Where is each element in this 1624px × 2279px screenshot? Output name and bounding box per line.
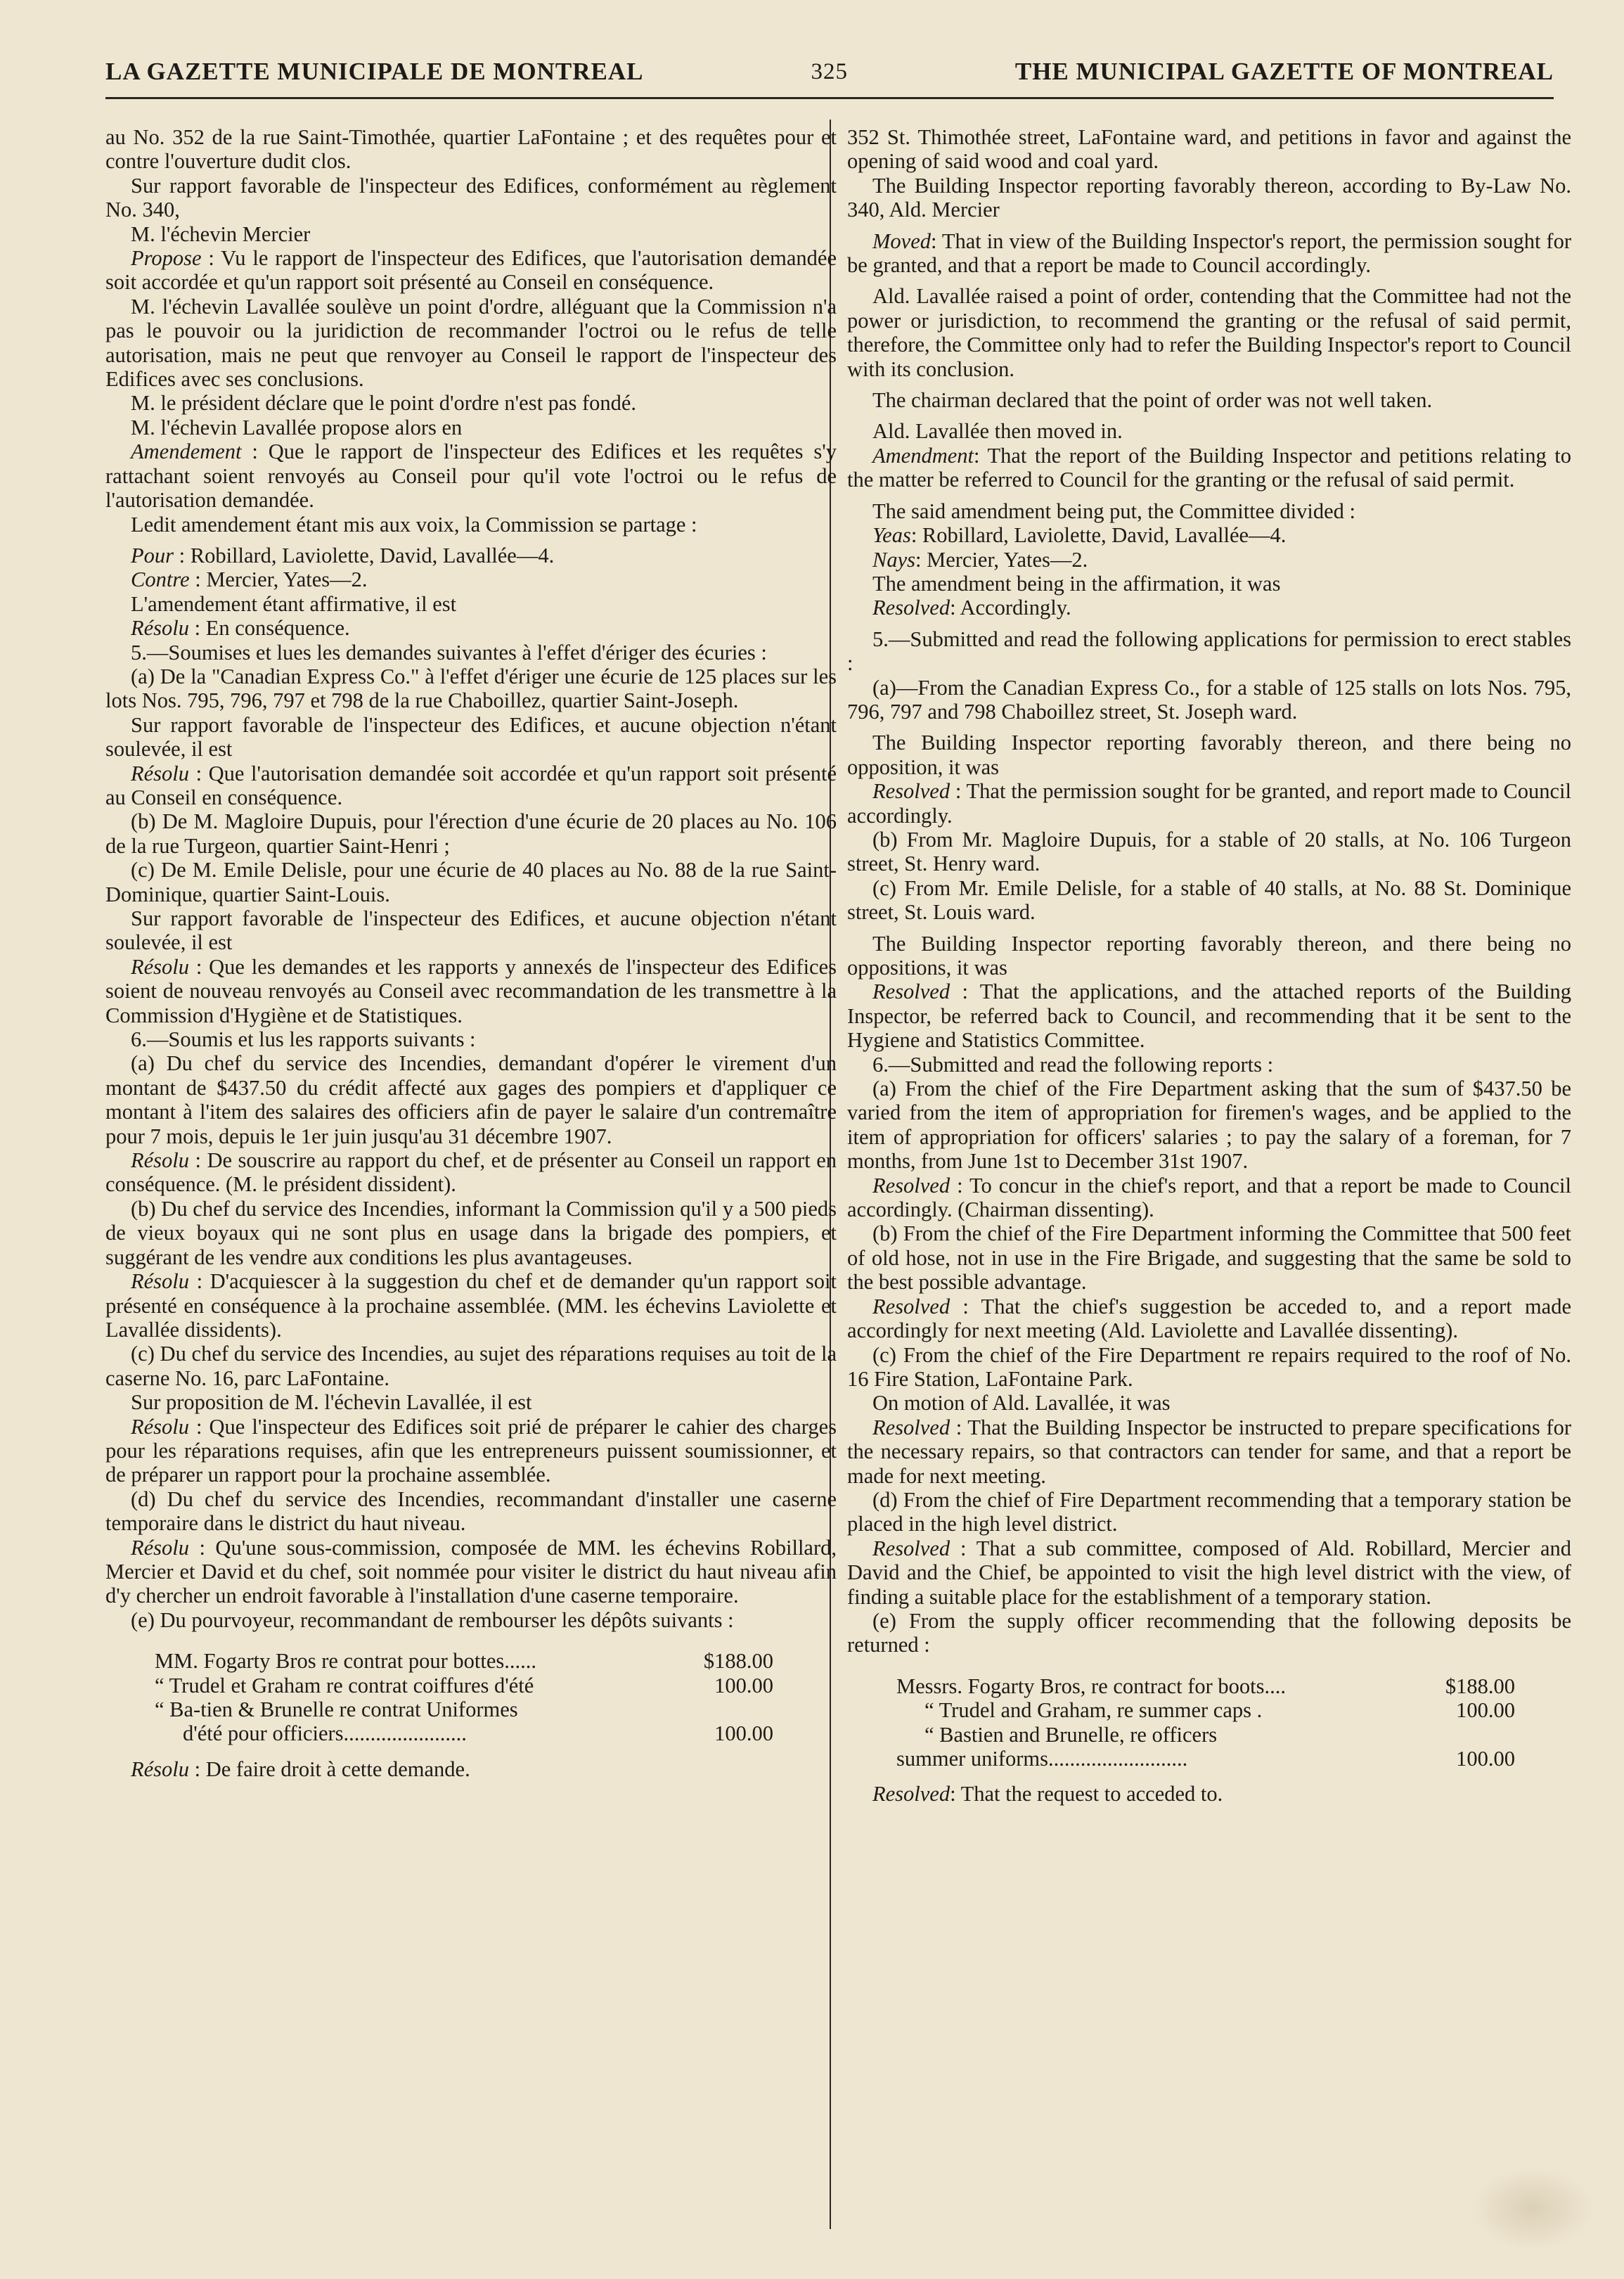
ledger-label: “ Ba-tien & Brunelle re contrat Uniformes xyxy=(155,1697,518,1721)
paragraph xyxy=(847,1536,1571,1609)
resolution-label: Resolved xyxy=(872,1536,950,1560)
resolution-label: Resolved xyxy=(872,1415,950,1439)
paragraph xyxy=(847,523,1571,547)
paragraph xyxy=(105,544,837,567)
deposit-ledger xyxy=(896,1674,1515,1771)
motion-text: : That in view of the Building Inspector's report, the permission sought for be granted, and that a report be made to Council accordingly. xyxy=(847,229,1571,278)
paragraph: M. le président déclare que le point d'ordre n'est pas fondé. xyxy=(131,391,637,416)
paragraph: (c) Du chef du service des Incendies, au sujet des réparations requises au toit de la caserne No. 16, parc LaFontaine. xyxy=(105,1342,837,1390)
header-french-title: LA GAZETTE MUNICIPALE DE MONTREAL xyxy=(105,58,644,85)
resolution-text: : Qu'une sous-commission, composée de MM. les échevins Robillard, Mercier et David et du chef, soit nommée pour visiter le district du haut niveau afin d'y chercher un endroit favorable à l'installation d'une caserne temporaire. xyxy=(105,1535,837,1608)
paragraph xyxy=(847,229,1571,278)
paragraph xyxy=(847,1174,1571,1222)
resolution-label: Resolved xyxy=(872,596,950,620)
paragraph: (b) From the chief of the Fire Department informing the Committee that 500 feet of old hose, not in use in the Fire Brigade, and suggesting that the same be sold to the best possible advantage. xyxy=(847,1221,1571,1295)
resolution-label: Resolved xyxy=(872,1294,950,1318)
header-english-title: THE MUNICIPAL GAZETTE OF MONTREAL xyxy=(1014,58,1554,85)
resolution-label: Résolu xyxy=(131,1757,190,1781)
ledger-label: “ Trudel et Graham re contrat coiffures d'été xyxy=(155,1673,534,1697)
resolution-text: : That a sub committee, composed of Ald. Robillard, Mercier and David and the Chief, be appointed to visit the high level district with the view, of finding a suitable place for the establishment of a temporary station. xyxy=(847,1536,1571,1609)
english-column xyxy=(847,125,1571,1806)
paragraph: (a)—From the Canadian Express Co., for a stable of 125 stalls on lots Nos. 795, 796, 797 and 798 Chaboillez street, St. Joseph ward. xyxy=(847,675,1571,724)
paragraph: (a) Du chef du service des Incendies, demandant d'opérer le virement d'un montant de $437.50 du crédit affecté aux gages des pompiers et d'appliquer ce montant à l'item des salaires des officiers afin de payer le salaire d'un contremaître pour 7 mois, depuis le 1er juin jusqu'au 31 décembre 1907. xyxy=(105,1051,837,1148)
paragraph xyxy=(847,444,1571,492)
ledger-row xyxy=(896,1747,1515,1771)
ledger-amount: $188.00 xyxy=(1445,1674,1515,1698)
paragraph xyxy=(847,980,1571,1052)
paragraph: Ald. Lavallée then moved in. xyxy=(872,419,1123,444)
vote-for-text: : Robillard, Laviolette, David, Lavallée—4. xyxy=(910,523,1287,548)
paragraph: (e) Du pourvoyeur, recommandant de rembourser les dépôts suivants : xyxy=(131,1607,734,1632)
resolution-label: Resolved xyxy=(872,779,950,804)
paragraph xyxy=(847,1295,1571,1343)
motion-label: Propose xyxy=(131,246,202,271)
ledger-amount: 100.00 xyxy=(1456,1747,1515,1771)
resolution-text: : That the request to acceded to. xyxy=(950,1782,1223,1806)
paragraph xyxy=(105,246,837,295)
french-column xyxy=(105,125,837,1781)
ledger-amount xyxy=(661,1697,773,1721)
paragraph: The chairman declared that the point of order was not well taken. xyxy=(872,388,1433,413)
resolution-text: : Que les demandes et les rapports y annexés de l'inspecteur des Edifices soient de nouveau renvoyés au Conseil avec recommandation de les transmettre à la Commission d'Hygiène et de Statistiques. xyxy=(105,954,837,1027)
paragraph: (d) From the chief of Fire Department recommending that a temporary station be placed in the high level district. xyxy=(847,1487,1571,1536)
paragraph: L'amendement étant affirmative, il est xyxy=(131,591,457,616)
vote-for-text: : Robillard, Laviolette, David, Lavallée—4. xyxy=(174,543,555,567)
paragraph: (a) From the chief of the Fire Department asking that the sum of $437.50 be varied from the item of appropriation for firemen's wages, and be applied to the item of appropriation for officers' salaries ; to pay the salary of a foreman, for 7 months, from June 1st to December 31st 1907. xyxy=(847,1077,1571,1174)
paragraph: (c) De M. Emile Delisle, pour une écurie de 40 places au No. 88 de la rue Saint-Dominique, quartier Saint-Louis. xyxy=(105,858,837,906)
paragraph: The Building Inspector reporting favorably thereon, and there being no oppositions, it was xyxy=(847,931,1571,980)
ledger-label: summer uniforms.......................... xyxy=(896,1747,1188,1771)
paragraph: (b) Du chef du service des Incendies, informant la Commission qu'il y a 500 pieds de vieux boyaux qui ne sont plus en usage dans la brigade des pompiers, et suggérant de les vendre aux conditions les plus avantageuses. xyxy=(105,1196,837,1269)
motion-text: : Vu le rapport de l'inspecteur des Edifices, que l'autorisation demandée soit accordée et qu'un rapport soit présenté au Conseil en conséquence. xyxy=(105,246,837,295)
ledger-amount: $188.00 xyxy=(703,1649,773,1674)
paragraph xyxy=(105,616,837,640)
paragraph xyxy=(105,1415,837,1487)
paragraph: The amendment being in the affirmation, it was xyxy=(872,571,1281,596)
resolution-label: Résolu xyxy=(131,1535,190,1560)
ledger-amount: 100.00 xyxy=(714,1721,773,1746)
amendment-label: Amendment xyxy=(872,443,974,468)
paragraph: 6.—Submitted and read the following reports : xyxy=(872,1052,1274,1077)
amendment-label: Amendement xyxy=(131,439,242,464)
resolution-text: : D'acquiescer à la suggestion du chef et de demander qu'un rapport soit présenté en conséquence à la prochaine assemblée. (MM. les échevins Laviolette et Lavallée dissidents). xyxy=(105,1269,837,1342)
paragraph xyxy=(105,567,837,591)
paragraph: (c) From Mr. Emile Delisle, for a stable of 40 stalls, at No. 88 St. Dominique street, St. Louis ward. xyxy=(847,875,1571,925)
paragraph: (b) From Mr. Magloire Dupuis, for a stable of 20 stalls, at No. 106 Turgeon street, St. Henry ward. xyxy=(847,827,1571,876)
paragraph xyxy=(847,1415,1571,1488)
ledger-amount: 100.00 xyxy=(1456,1698,1515,1723)
paragraph: M. l'échevin Mercier xyxy=(131,222,311,246)
ledger-label: Messrs. Fogarty Bros, re contract for boots.... xyxy=(896,1674,1286,1698)
ledger-row xyxy=(896,1698,1515,1722)
paragraph: (d) Du chef du service des Incendies, recommandant d'installer une caserne temporaire dans le district du haut niveau. xyxy=(105,1487,837,1536)
paragraph xyxy=(847,1782,1571,1806)
ledger-amount: 100.00 xyxy=(714,1673,773,1697)
paragraph: au No. 352 de la rue Saint-Timothée, quartier LaFontaine ; et des requêtes pour et contre l'ouverture dudit clos. xyxy=(105,125,837,174)
paragraph: The said amendment being put, the Committee divided : xyxy=(872,499,1355,523)
paragraph xyxy=(847,779,1571,828)
paragraph: The Building Inspector reporting favorably thereon, according to By-Law No. 340, Ald. Mercier xyxy=(847,173,1571,222)
paragraph: Sur rapport favorable de l'inspecteur des Edifices, et aucune objection n'étant soulevée, il est xyxy=(105,712,837,762)
resolution-label: Résolu xyxy=(131,1148,190,1173)
ledger-row xyxy=(155,1649,773,1673)
header-rule xyxy=(105,97,1554,99)
paragraph xyxy=(105,439,837,512)
ledger-label: d'été pour officiers....................... xyxy=(183,1721,467,1746)
resolution-text: : De souscrire au rapport du chef, et de présenter au Conseil un rapport en conséquence. (M. le président dissident). xyxy=(105,1148,837,1197)
paragraph: The Building Inspector reporting favorably thereon, and there being no opposition, it was xyxy=(847,731,1571,779)
vote-against-text: : Mercier, Yates—2. xyxy=(189,567,368,592)
ledger-row xyxy=(155,1697,773,1721)
paragraph: Ledit amendement étant mis aux voix, la Commission se partage : xyxy=(131,512,697,537)
paragraph: Sur proposition de M. l'échevin Lavallée, il est xyxy=(131,1390,532,1415)
paragraph: (c) From the chief of the Fire Department re repairs required to the roof of No. 16 Fire Station, LaFontaine Park. xyxy=(847,1342,1571,1391)
paragraph xyxy=(105,1757,837,1781)
paragraph: (e) From the supply officer recommending that the following deposits be returned : xyxy=(847,1608,1571,1657)
resolution-text: : That the Building Inspector be instructed to prepare specifications for the necessary repairs, so that contractors can tender for same, and that a report be made for next meeting. xyxy=(847,1415,1571,1488)
page-header xyxy=(105,44,1554,100)
resolution-text: : That the applications, and the attached reports of the Building Inspector, be referred back to Council, and recommending that it be sent to the Hygiene and Statistics Committee. xyxy=(847,980,1571,1053)
resolution-text: : That the permission sought for be granted, and report made to Council accordingly. xyxy=(847,779,1571,828)
resolution-label: Resolved xyxy=(872,1782,950,1806)
paragraph xyxy=(105,1536,837,1608)
paragraph: Sur rapport favorable de l'inspecteur des Edifices, et aucune objection n'étant soulevée, il est xyxy=(105,906,837,955)
resolution-label: Résolu xyxy=(131,1414,190,1439)
vote-against-text: : Mercier, Yates—2. xyxy=(915,547,1088,572)
ledger-label: “ Trudel and Graham, re summer caps . xyxy=(924,1698,1263,1723)
paper-stain xyxy=(1469,2166,1596,2251)
paragraph: On motion of Ald. Lavallée, it was xyxy=(872,1391,1171,1415)
paragraph: 6.—Soumis et lus les rapports suivants : xyxy=(131,1027,476,1052)
paragraph xyxy=(105,1148,837,1197)
motion-label: Moved xyxy=(872,229,931,253)
deposit-ledger xyxy=(155,1649,773,1746)
resolution-label: Résolu xyxy=(131,616,190,641)
paragraph: 5.—Soumises et lues les demandes suivantes à l'effet d'ériger des écuries : xyxy=(131,640,767,665)
resolution-text: : That the chief's suggestion be acceded to, and a report made accordingly for next meeting (Ald. Laviolette and Lavallée dissenting). xyxy=(847,1294,1571,1343)
resolution-label: Résolu xyxy=(131,1269,190,1294)
vote-against-label: Contre xyxy=(131,567,190,592)
paragraph: M. l'échevin Lavallée propose alors en xyxy=(131,415,463,439)
ledger-label: MM. Fogarty Bros re contrat pour bottes...... xyxy=(155,1649,536,1674)
resolution-label: Résolu xyxy=(131,954,190,979)
ledger-row xyxy=(896,1723,1515,1747)
resolution-label: Résolu xyxy=(131,761,190,785)
paragraph: 352 St. Thimothée street, LaFontaine ward, and petitions in favor and against the opening of said wood and coal yard. xyxy=(847,125,1571,174)
resolution-text: : Que l'autorisation demandée soit accordée et qu'un rapport soit présenté au Conseil en conséquence. xyxy=(105,761,837,809)
amendment-text: : Que le rapport de l'inspecteur des Edifices et les requêtes s'y rattachant soient renvoyés au Conseil pour qu'il vote l'octroi ou le refus de l'autorisation demandée. xyxy=(105,439,837,513)
amendment-text: : That the report of the Building Inspector and petitions relating to the matter be referred to Council for the granting or the refusal of said permit. xyxy=(847,443,1571,492)
paragraph xyxy=(105,955,837,1027)
paragraph xyxy=(847,548,1571,572)
vote-against-label: Nays xyxy=(872,547,915,572)
paragraph: (a) De la "Canadian Express Co." à l'effet d'ériger une écurie de 125 places sur les lots Nos. 795, 796, 797 et 798 de la rue Chaboillez, quartier Saint-Joseph. xyxy=(105,664,837,713)
paragraph xyxy=(105,1269,837,1342)
resolution-text: : De faire droit à cette demande. xyxy=(189,1757,470,1781)
vote-for-label: Yeas xyxy=(872,523,911,548)
paragraph: Ald. Lavallée raised a point of order, contending that the Committee had not the power or jurisdiction, to recommend the granting or the refusal of said permit, therefore, the Committee only had to refer the Building Inspector's report to Council with its conclusion. xyxy=(847,284,1571,381)
page-number: 325 xyxy=(811,58,848,84)
paragraph: Sur rapport favorable de l'inspecteur des Edifices, conformément au règlement No. 340, xyxy=(105,173,837,222)
resolution-text: : En conséquence. xyxy=(189,616,350,641)
paragraph: M. l'échevin Lavallée soulève un point d'ordre, alléguant que la Commission n'a pas le pouvoir ou la juridiction de recommander l'octroi ou le refus de telle autorisation, mais ne peut que renvoyer au Conseil le rapport de l'inspecteur des Edifices avec ses conclusions. xyxy=(105,294,837,392)
resolution-label: Resolved xyxy=(872,1173,950,1198)
resolution-text: : To concur in the chief's report, and that a report be made to Council accordingly. (Chairman dissenting). xyxy=(847,1173,1571,1222)
paragraph xyxy=(847,596,1571,619)
ledger-row xyxy=(155,1674,773,1697)
paragraph: 5.—Submitted and read the following applications for permission to erect stables : xyxy=(847,627,1571,676)
paragraph: (b) De M. Magloire Dupuis, pour l'érection d'une écurie de 20 places au No. 106 de la rue Turgeon, quartier Saint-Henri ; xyxy=(105,809,837,858)
ledger-row xyxy=(896,1674,1515,1698)
ledger-label: “ Bastien and Brunelle, re officers xyxy=(924,1722,1218,1747)
ledger-row xyxy=(155,1721,773,1745)
paragraph xyxy=(105,762,837,810)
resolution-text: : Accordingly. xyxy=(950,596,1071,620)
vote-for-label: Pour xyxy=(131,543,174,567)
ledger-amount xyxy=(1403,1723,1515,1747)
resolution-label: Resolved xyxy=(872,980,950,1004)
resolution-text: : Que l'inspecteur des Edifices soit prié de préparer le cahier des charges pour les réparations requises, afin que les entrepreneurs puissent soumissionner, et de préparer un rapport pour la prochaine assemblée. xyxy=(105,1414,837,1487)
